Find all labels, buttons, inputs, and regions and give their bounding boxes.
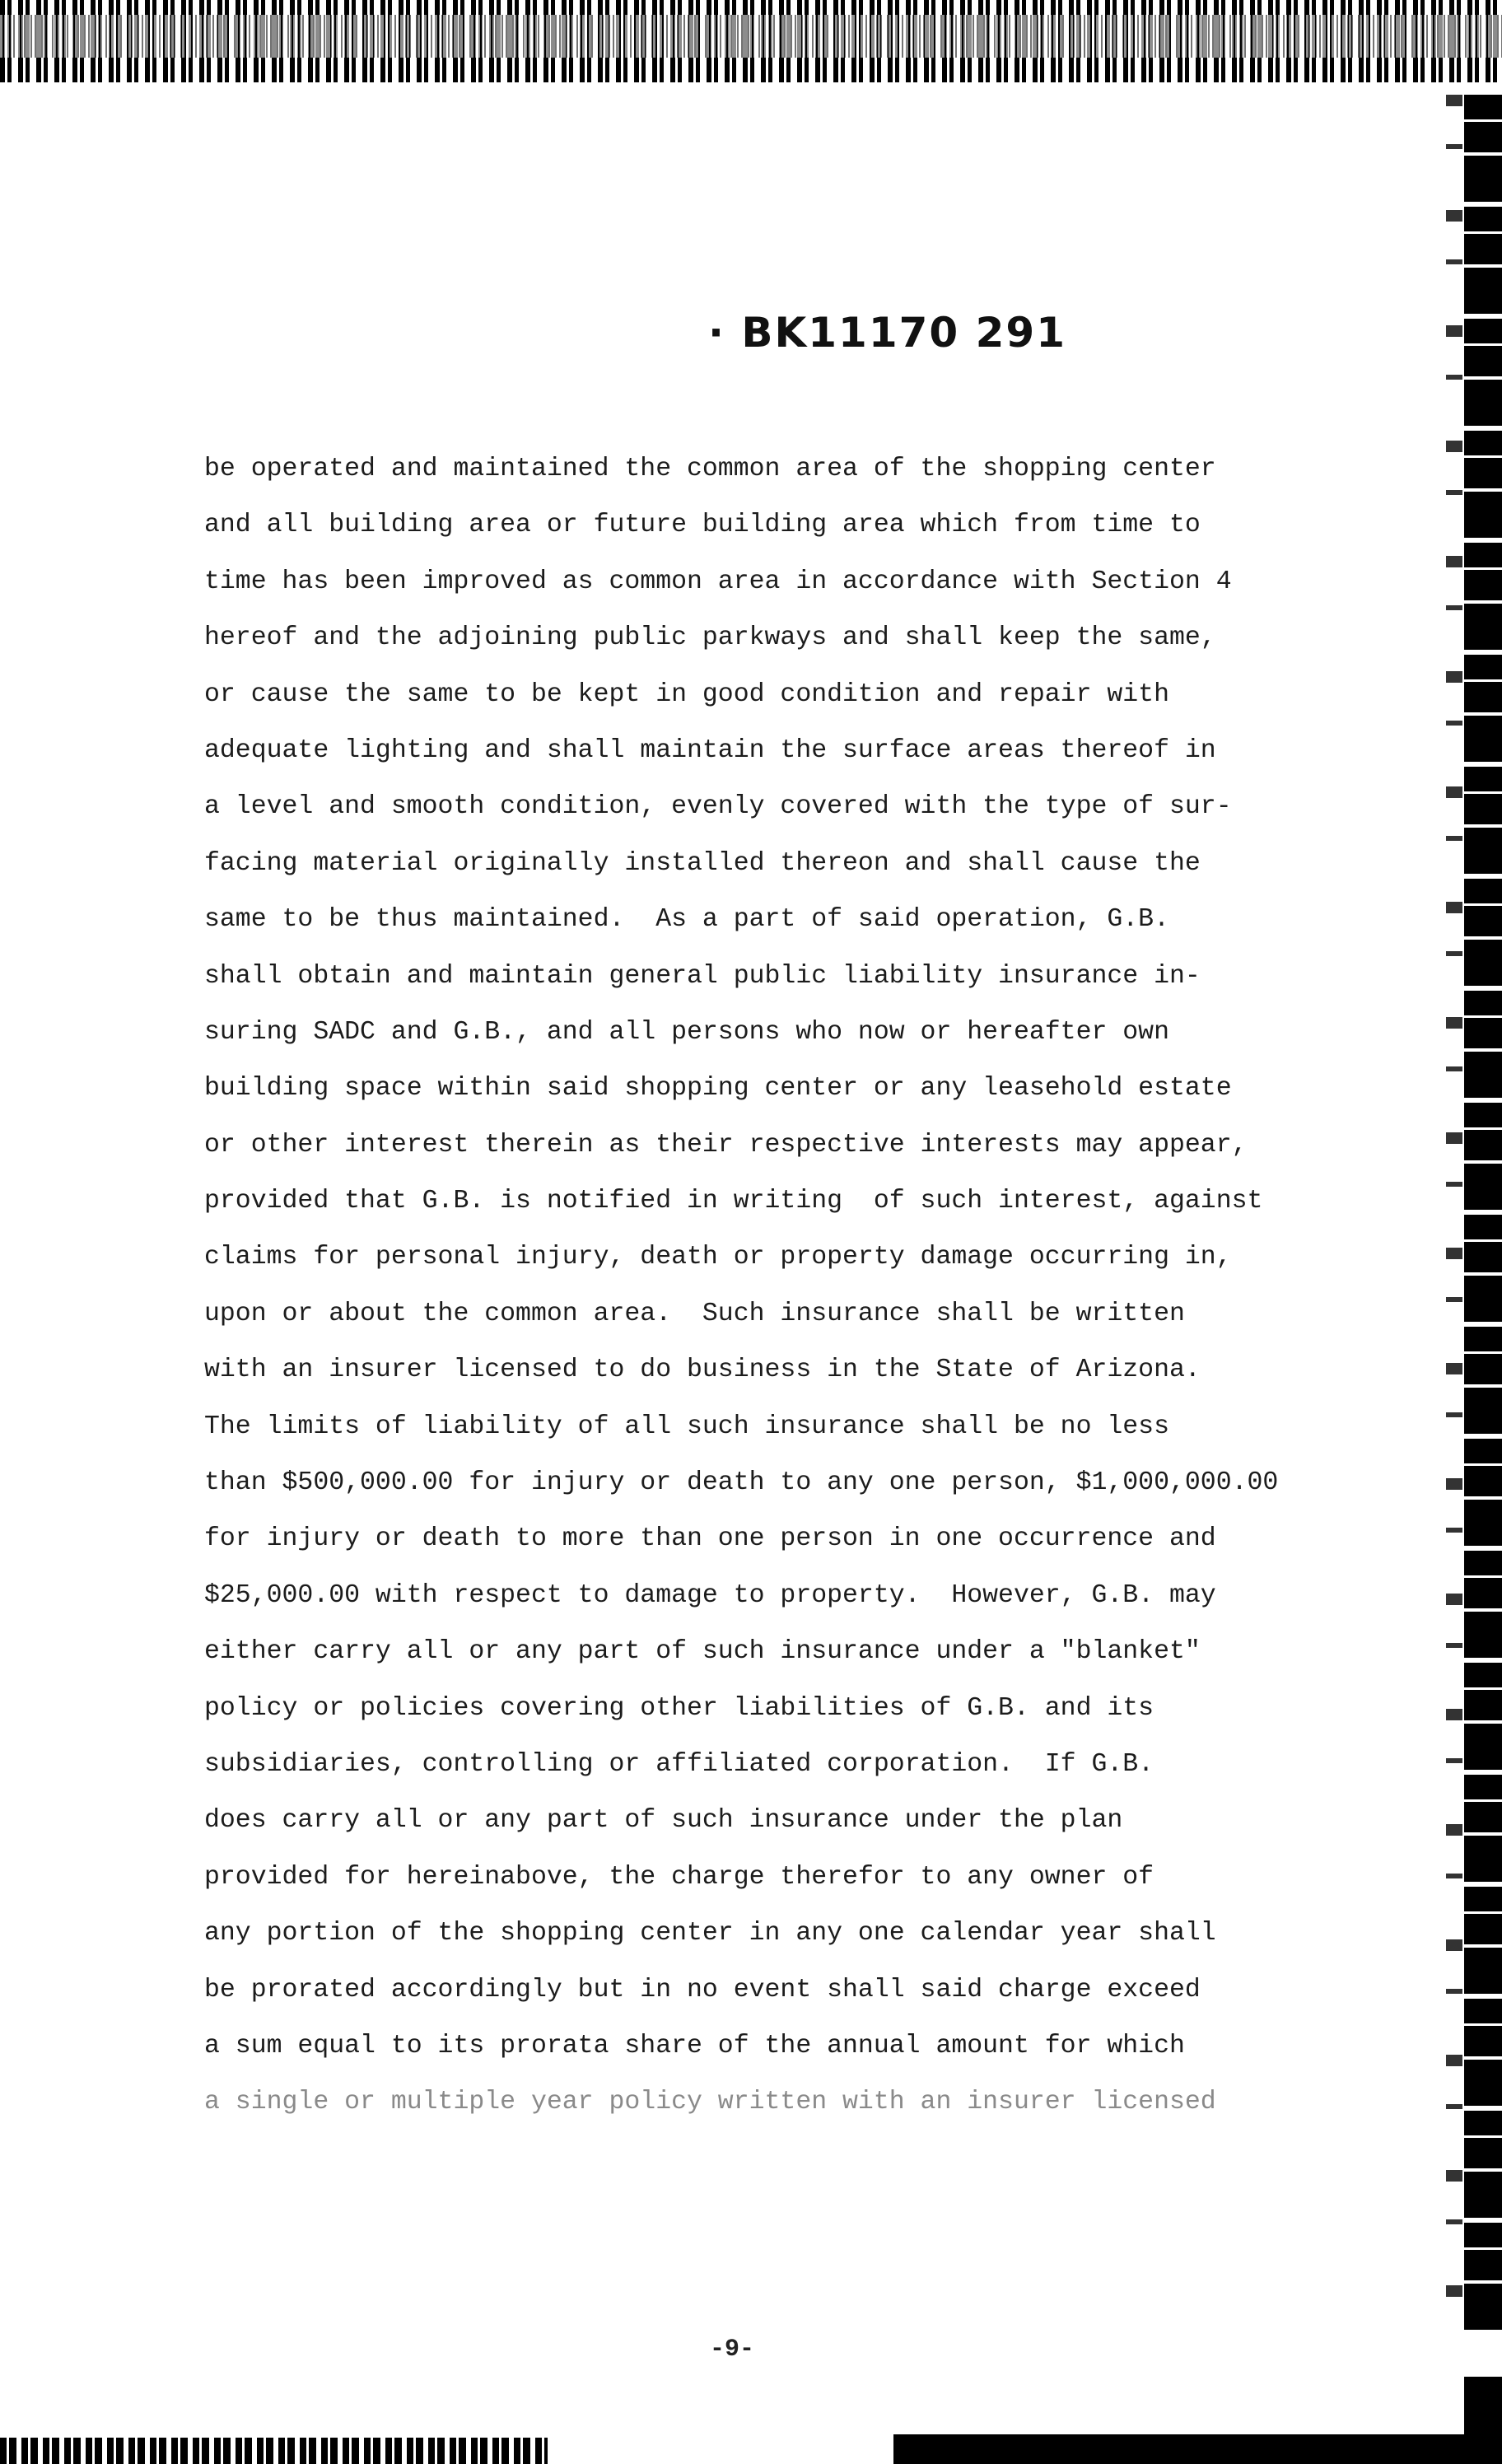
text-line: The limits of liability of all such insurance shall be no less bbox=[204, 1412, 1169, 1441]
document-body bbox=[204, 441, 1423, 2131]
text-line: any portion of the shopping center in any one calendar year shall bbox=[204, 1919, 1216, 1948]
text-line: or cause the same to be kept in good condition and repair with bbox=[204, 679, 1169, 709]
text-line: than $500,000.00 for injury or death to any one person, $1,000,000.00 bbox=[204, 1468, 1279, 1498]
text-line: upon or about the common area. Such insurance shall be written bbox=[204, 1299, 1185, 1328]
text-line: provided that G.B. is notified in writing of such interest, against bbox=[204, 1187, 1263, 1216]
text-line: be operated and maintained the common area of the shopping center bbox=[204, 455, 1216, 483]
text-line: adequate lighting and shall maintain the surface areas thereof in bbox=[204, 735, 1216, 765]
scan-noise-bottom-left bbox=[0, 2438, 548, 2464]
text-line-cut-off: a single or multiple year policy written with an insurer licensed bbox=[204, 2088, 1216, 2117]
text-line: hereof and the adjoining public parkways and shall keep the same, bbox=[204, 623, 1216, 653]
text-line: be prorated accordingly but in no event shall said charge exceed bbox=[204, 1975, 1201, 2004]
text-line: $25,000.00 with respect to damage to property. However, G.B. may bbox=[204, 1580, 1216, 1610]
text-line: or other interest therein as their respective interests may appear, bbox=[204, 1130, 1248, 1160]
text-line: a sum equal to its prorata share of the annual amount for which bbox=[204, 2031, 1185, 2060]
text-line: for injury or death to more than one person in one occurrence and bbox=[204, 1524, 1216, 1554]
text-line: building space within said shopping center or any leasehold estate bbox=[204, 1074, 1232, 1104]
text-line: time has been improved as common area in accordance with Section 4 bbox=[204, 567, 1232, 596]
text-line: same to be thus maintained. As a part of said operation, G.B. bbox=[204, 905, 1169, 935]
text-line: claims for personal injury, death or property damage occurring in, bbox=[204, 1243, 1232, 1272]
text-line: policy or policies covering other liabilities of G.B. and its bbox=[204, 1693, 1154, 1723]
scan-noise-top bbox=[0, 0, 1502, 82]
scan-noise-right bbox=[1464, 95, 1502, 2335]
text-line: shall obtain and maintain general public liability insurance in- bbox=[204, 961, 1201, 991]
text-line: subsidiaries, controlling or affiliated corporation. If G.B. bbox=[204, 1749, 1154, 1779]
text-line: facing material originally installed thereon and shall cause the bbox=[204, 848, 1201, 878]
text-line: provided for hereinabove, the charge therefor to any owner of bbox=[204, 1862, 1154, 1892]
text-line: and all building area or future building area which from time to bbox=[204, 511, 1201, 540]
text-line: with an insurer licensed to do business in the State of Arizona. bbox=[204, 1356, 1201, 1385]
text-line: either carry all or any part of such insurance under a "blanket" bbox=[204, 1637, 1201, 1667]
text-line: suring SADC and G.B., and all persons who now or hereafter own bbox=[204, 1017, 1169, 1047]
document-number: · BK11170 291 bbox=[708, 309, 1066, 357]
scan-noise-bottom-right bbox=[893, 2434, 1502, 2464]
page-number: -9- bbox=[710, 2336, 755, 2364]
text-line: a level and smooth condition, evenly covered with the type of sur- bbox=[204, 792, 1232, 822]
text-line: does carry all or any part of such insurance under the plan bbox=[204, 1806, 1123, 1836]
